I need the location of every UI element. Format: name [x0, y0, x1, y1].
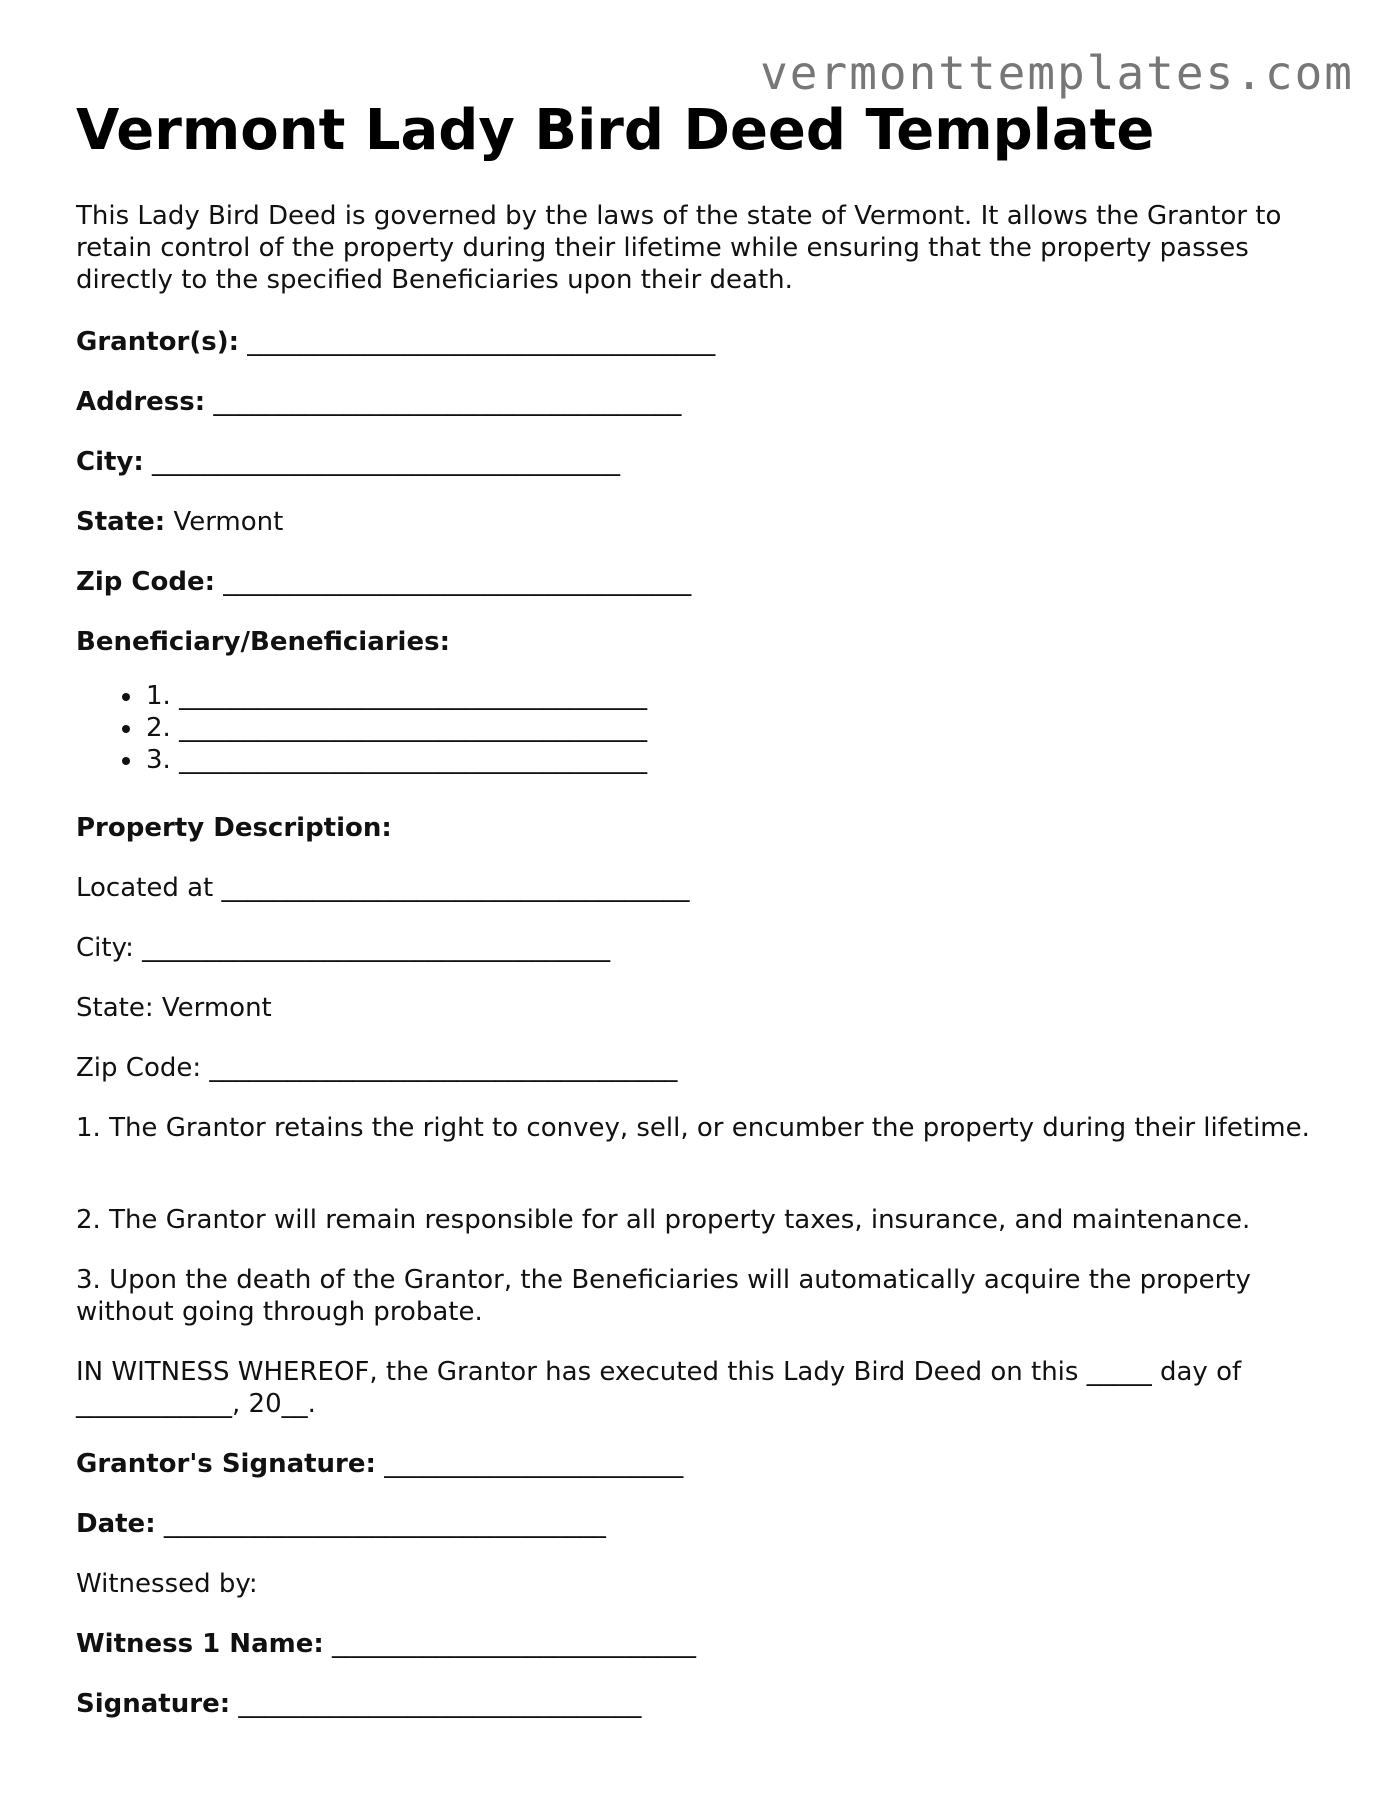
grantor-blank: ____________________________________: [247, 327, 716, 357]
city-field: [76, 446, 620, 478]
witness1-name-blank: ____________________________: [332, 1629, 697, 1659]
date-label: Date:: [76, 1509, 156, 1539]
zip-label: Zip Code:: [76, 567, 216, 597]
witness1-name-field: [76, 1628, 696, 1660]
beneficiary-item: • 2. ____________________________________: [144, 712, 647, 744]
address-blank: ____________________________________: [213, 387, 682, 417]
grantor-signature-label: Grantor's Signature:: [76, 1449, 376, 1479]
beneficiary-item: • 3. ____________________________________: [144, 744, 647, 776]
document-title: Vermont Lady Bird Deed Template: [76, 98, 1155, 163]
property-located-at: Located at ____________________________________: [76, 873, 690, 903]
address-field: [76, 386, 681, 418]
term-2: 2. The Grantor will remain responsible for all property taxes, insurance, and maintenance.: [76, 1205, 1251, 1235]
zip-blank: ____________________________________: [223, 567, 692, 597]
grantor-field: [76, 326, 715, 358]
beneficiary-item: • 1. ____________________________________: [144, 680, 647, 712]
site-watermark: vermonttemplates.com: [760, 46, 1354, 100]
address-label: Address:: [76, 387, 206, 417]
grantor-signature-blank: _______________________: [384, 1449, 684, 1479]
witness1-signature-blank: _______________________________: [238, 1689, 642, 1719]
term-1: 1. The Grantor retains the right to convey, sell, or encumber the property during their lifetime.: [76, 1113, 1310, 1143]
witness1-signature-field: [76, 1688, 641, 1720]
beneficiaries-heading: Beneficiary/Beneficiaries:: [76, 627, 450, 657]
term-3: 3. Upon the death of the Grantor, the Beneficiaries will automatically acquire the property without going through probate.: [76, 1265, 1251, 1327]
witness1-signature-label: Signature:: [76, 1689, 231, 1719]
date-field: [76, 1508, 606, 1540]
grantor-label: Grantor(s):: [76, 327, 239, 357]
city-label: City:: [76, 447, 144, 477]
state-label: State:: [76, 507, 166, 537]
witness-clause: IN WITNESS WHEREOF, the Grantor has executed this Lady Bird Deed on this _____ day of ____________, 20__.: [76, 1357, 1242, 1419]
beneficiaries-list: [76, 680, 647, 776]
city-blank: ____________________________________: [152, 447, 621, 477]
witnessed-by: Witnessed by:: [76, 1569, 258, 1599]
property-heading: Property Description:: [76, 813, 392, 843]
grantor-signature-field: [76, 1448, 683, 1480]
property-zip: Zip Code: ____________________________________: [76, 1053, 678, 1083]
intro-paragraph: This Lady Bird Deed is governed by the laws of the state of Vermont. It allows the Grantor to retain control of the property during their lifetime while ensuring that the property passes directly to the specified Beneficiaries upon their death.: [76, 201, 1282, 295]
state-value: Vermont: [173, 507, 284, 537]
date-blank: __________________________________: [163, 1509, 606, 1539]
property-state: State: Vermont: [76, 993, 272, 1023]
property-city: City: ____________________________________: [76, 933, 611, 963]
state-field: [76, 506, 283, 538]
witness1-name-label: Witness 1 Name:: [76, 1629, 324, 1659]
zip-field: [76, 566, 691, 598]
